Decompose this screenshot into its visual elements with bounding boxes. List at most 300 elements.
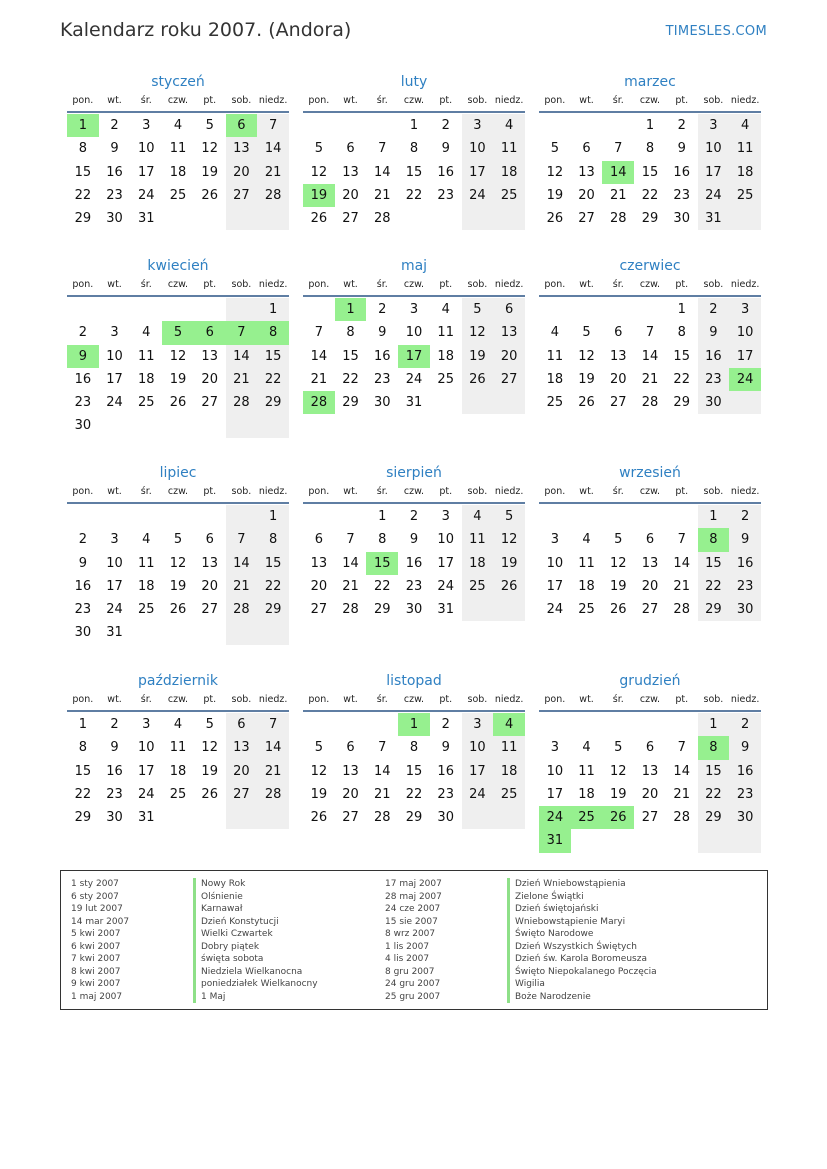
day-cell: 6 [614, 325, 623, 341]
day-cell: 16 [405, 555, 423, 571]
legend-date: 6 kwi 2007 [71, 941, 121, 952]
weekday-label: wt. [107, 95, 122, 106]
day-cell: 5 [582, 325, 591, 341]
day-cell: 12 [201, 740, 218, 756]
legend-row [71, 928, 401, 941]
legend-date: 14 mar 2007 [71, 916, 130, 927]
day-cell: 26 [462, 368, 494, 391]
day-cell: 7 [226, 528, 258, 551]
day-cell: 11 [578, 763, 595, 779]
weekday-label: śr. [376, 95, 388, 106]
legend-row [385, 941, 765, 954]
day-cell: 12 [310, 763, 328, 779]
day-cell: 23 [106, 187, 123, 203]
empty-cell [634, 298, 666, 321]
weekday-header [539, 93, 761, 113]
empty-cell [634, 505, 666, 528]
day-cell: 10 [546, 555, 564, 571]
weekday-label: pt. [203, 95, 217, 106]
weekday-label: pt. [675, 486, 689, 497]
legend-row [385, 903, 765, 916]
legend-date: 8 gru 2007 [385, 966, 435, 977]
weekday-label: czw. [403, 95, 425, 106]
empty-cell [194, 806, 226, 829]
empty-cell [493, 207, 525, 230]
day-cell: 10 [106, 348, 123, 364]
empty-cell [539, 298, 571, 321]
weekday-label: pt. [203, 486, 217, 497]
day-cell: 14 [226, 552, 258, 575]
day-cell: 4 [550, 325, 559, 341]
day-cell: 18 [437, 348, 454, 364]
empty-cell [539, 713, 571, 736]
day-cell: 31 [138, 810, 155, 826]
day-cell: 20 [226, 760, 258, 783]
weekday-label: śr. [376, 486, 388, 497]
empty-cell [226, 505, 258, 528]
legend-holiday-name: Wigilia [507, 978, 545, 991]
weekday-header [67, 484, 289, 504]
legend-date: 7 kwi 2007 [71, 954, 121, 964]
weekday-label: pon. [308, 279, 330, 290]
day-cell: 17 [138, 164, 155, 180]
day-cell: 17 [546, 578, 564, 594]
empty-cell [366, 114, 398, 137]
day-cell: 27 [226, 184, 258, 207]
empty-cell [257, 414, 289, 437]
days-grid [303, 505, 525, 621]
day-cell: 21 [673, 786, 690, 802]
empty-cell [602, 829, 634, 852]
legend-holiday-name: Dzień św. Karola Boromeusza [507, 953, 647, 966]
month-name: maj [400, 258, 428, 274]
day-cell: 3 [462, 114, 494, 137]
day-cell: 7 [346, 532, 355, 548]
day-cell: 12 [310, 164, 328, 180]
day-cell: 6 [645, 740, 655, 756]
day-cell: 16 [437, 763, 454, 779]
empty-cell [162, 621, 194, 644]
legend-holiday-name: Olśnienie [193, 891, 243, 904]
day-cell: 10 [462, 736, 494, 759]
weekday-header [303, 277, 525, 297]
day-cell: 26 [493, 575, 525, 598]
day-cell: 25 [493, 783, 525, 806]
day-cell: 13 [641, 555, 659, 571]
day-cell: 16 [698, 345, 730, 368]
day-cell: 1 [378, 509, 387, 524]
day-cell: 23 [106, 786, 123, 802]
day-cell: 11 [546, 348, 564, 364]
day-cell: 2 [110, 118, 119, 133]
weekday-label: wt. [579, 95, 594, 106]
day-cell: 20 [310, 578, 328, 594]
day-cell: 22 [257, 575, 289, 598]
month-2 [539, 71, 761, 230]
day-cell: 16 [106, 164, 123, 180]
day-cell: 1 [409, 118, 419, 133]
day-cell: 23 [437, 786, 454, 802]
legend-holiday-name: święta sobota [193, 953, 263, 966]
day-cell: 19 [201, 763, 218, 779]
day-cell: 7 [378, 740, 387, 756]
weekday-label: pt. [439, 279, 453, 290]
day-cell: 9 [409, 532, 419, 548]
weekday-label: niedz. [730, 95, 760, 106]
day-cell: 17 [729, 345, 761, 368]
weekday-label: pon. [72, 486, 94, 497]
day-cell: 15 [257, 552, 289, 575]
day-cell: 30 [74, 625, 92, 641]
day-cell: 21 [641, 371, 659, 387]
day-cell: 29 [374, 602, 391, 618]
day-cell: 20 [342, 786, 359, 802]
day-cell: 28 [641, 395, 659, 411]
day-cell: 13 [641, 763, 659, 779]
day-cell: 10 [106, 555, 123, 571]
day-cell: 28 [226, 391, 258, 414]
day-cell: 1 [78, 717, 87, 732]
empty-cell [539, 505, 571, 528]
day-cell: 22 [74, 187, 92, 203]
empty-cell [539, 114, 571, 137]
empty-cell [398, 207, 430, 230]
empty-cell [226, 207, 258, 230]
day-cell: 8 [677, 325, 686, 341]
day-cell: 18 [493, 760, 525, 783]
day-cell: 3 [729, 298, 761, 321]
weekday-label: czw. [167, 486, 189, 497]
legend-date: 24 gru 2007 [385, 979, 441, 989]
day-cell: 5 [314, 141, 323, 157]
day-cell: 10 [437, 532, 454, 548]
day-cell: 9 [441, 740, 450, 756]
day-cell: 26 [201, 187, 218, 203]
weekday-label: sob. [231, 486, 252, 497]
day-cell: 18 [169, 164, 187, 180]
day-cell: 25 [546, 395, 564, 411]
day-cell: 21 [610, 187, 627, 203]
site-logo[interactable]: TIMESLES.COM [665, 24, 767, 39]
weekday-label: wt. [107, 694, 122, 705]
day-cell: 13 [226, 137, 258, 160]
weekday-label: śr. [612, 694, 624, 705]
holiday-legend [60, 870, 768, 1010]
day-cell: 29 [405, 810, 423, 826]
day-cell: 21 [310, 371, 328, 387]
day-cell: 16 [729, 760, 761, 783]
empty-cell [462, 806, 494, 829]
day-cell: 15 [342, 348, 359, 364]
day-cell: 7 [614, 141, 623, 157]
day-cell: 11 [729, 137, 761, 160]
weekday-label: niedz. [730, 279, 760, 290]
day-cell: 3 [698, 114, 730, 137]
day-cell: 13 [226, 736, 258, 759]
day-cell: 25 [138, 395, 155, 411]
day-cell: 23 [74, 395, 92, 411]
month-10 [303, 670, 525, 829]
weekday-label: śr. [376, 694, 388, 705]
weekday-label: niedz. [258, 279, 288, 290]
weekday-header [539, 484, 761, 504]
day-cell: 30 [673, 211, 690, 227]
empty-cell [162, 505, 194, 528]
weekday-label: niedz. [494, 279, 524, 290]
day-cell: 29 [257, 598, 289, 621]
day-cell: 25 [729, 184, 761, 207]
weekday-label: śr. [140, 486, 152, 497]
day-cell: 2 [441, 717, 450, 732]
holiday-cell: 28 [303, 391, 335, 414]
days-grid [67, 713, 289, 829]
empty-cell [729, 829, 761, 852]
day-cell: 24 [437, 578, 454, 594]
empty-cell [335, 114, 367, 137]
day-cell: 26 [546, 211, 564, 227]
day-cell: 20 [201, 371, 218, 387]
day-cell: 22 [698, 575, 730, 598]
weekday-label: czw. [639, 279, 661, 290]
weekday-label: pt. [675, 694, 689, 705]
legend-row [71, 978, 401, 991]
day-cell: 30 [374, 395, 391, 411]
legend-holiday-name: Dzień Konstytucji [193, 916, 279, 929]
weekday-label: niedz. [258, 486, 288, 497]
day-cell: 2 [441, 118, 450, 133]
day-cell: 12 [610, 763, 627, 779]
weekday-header [539, 692, 761, 712]
day-cell: 16 [729, 552, 761, 575]
weekday-label: czw. [167, 279, 189, 290]
legend-date: 1 lis 2007 [385, 941, 430, 952]
weekday-label: śr. [140, 694, 152, 705]
day-cell: 1 [645, 118, 655, 133]
day-cell: 26 [201, 786, 218, 802]
holiday-cell: 24 [729, 368, 761, 391]
day-cell: 3 [142, 717, 151, 732]
day-cell: 22 [257, 368, 289, 391]
day-cell: 28 [673, 602, 690, 618]
day-cell: 17 [138, 763, 155, 779]
empty-cell [194, 414, 226, 437]
day-cell: 9 [110, 740, 119, 756]
weekday-label: wt. [343, 486, 358, 497]
day-cell: 1 [698, 713, 730, 736]
day-cell: 30 [106, 211, 123, 227]
holiday-cell: 1 [335, 298, 367, 321]
day-cell: 6 [493, 298, 525, 321]
holiday-cell: 8 [698, 736, 730, 759]
holiday-cell: 19 [303, 184, 335, 207]
day-cell: 23 [673, 187, 690, 203]
day-cell: 18 [729, 161, 761, 184]
day-cell: 16 [74, 578, 92, 594]
day-cell: 19 [310, 786, 328, 802]
day-cell: 11 [493, 137, 525, 160]
legend-row [71, 991, 401, 1004]
day-cell: 4 [582, 532, 591, 548]
day-cell: 19 [169, 371, 187, 387]
day-cell: 11 [578, 555, 595, 571]
empty-cell [430, 207, 462, 230]
holiday-cell: 9 [67, 345, 99, 368]
day-cell: 8 [257, 528, 289, 551]
weekday-header [67, 277, 289, 297]
holiday-cell: 1 [398, 713, 430, 736]
empty-cell [462, 207, 494, 230]
day-cell: 27 [493, 368, 525, 391]
day-cell: 30 [405, 602, 423, 618]
day-cell: 27 [201, 395, 218, 411]
weekday-label: pt. [203, 694, 217, 705]
day-cell: 31 [106, 625, 123, 641]
holiday-cell: 8 [698, 528, 730, 551]
day-cell: 4 [173, 717, 183, 732]
empty-cell [303, 505, 335, 528]
month-name: wrzesień [619, 465, 681, 481]
day-cell: 2 [729, 505, 761, 528]
day-cell: 4 [462, 505, 494, 528]
legend-date: 15 sie 2007 [385, 916, 438, 927]
weekday-label: czw. [167, 694, 189, 705]
legend-row [385, 966, 765, 979]
empty-cell [462, 391, 494, 414]
empty-cell [67, 298, 99, 321]
day-cell: 5 [173, 532, 183, 548]
weekday-label: czw. [403, 486, 425, 497]
day-cell: 8 [346, 325, 355, 341]
day-cell: 9 [78, 555, 87, 571]
day-cell: 15 [405, 763, 423, 779]
day-cell: 7 [314, 325, 323, 341]
legend-row [71, 891, 401, 904]
day-cell: 29 [698, 598, 730, 621]
weekday-label: pon. [308, 486, 330, 497]
weekday-label: wt. [579, 486, 594, 497]
weekday-label: pon. [544, 694, 566, 705]
day-cell: 30 [74, 418, 92, 434]
day-cell: 24 [138, 187, 155, 203]
day-cell: 3 [550, 532, 559, 548]
day-cell: 19 [578, 371, 595, 387]
legend-row [71, 966, 401, 979]
day-cell: 26 [169, 602, 187, 618]
day-cell: 9 [729, 528, 761, 551]
legend-row [71, 953, 401, 966]
day-cell: 25 [437, 371, 454, 387]
empty-cell [130, 505, 162, 528]
day-cell: 15 [673, 348, 690, 364]
day-cell: 17 [106, 578, 123, 594]
day-cell: 28 [257, 184, 289, 207]
day-cell: 12 [169, 555, 187, 571]
day-cell: 21 [226, 368, 258, 391]
empty-cell [430, 391, 462, 414]
day-cell: 19 [201, 164, 218, 180]
day-cell: 2 [78, 532, 87, 548]
day-cell: 27 [342, 810, 359, 826]
day-cell: 23 [374, 371, 391, 387]
day-cell: 11 [169, 141, 187, 157]
holiday-cell: 17 [398, 345, 430, 368]
holiday-cell: 6 [194, 321, 226, 344]
day-cell: 20 [493, 345, 525, 368]
day-cell: 3 [409, 302, 419, 317]
day-cell: 11 [138, 555, 155, 571]
day-cell: 9 [677, 141, 686, 157]
day-cell: 22 [405, 786, 423, 802]
weekday-label: wt. [343, 694, 358, 705]
day-cell: 14 [641, 348, 659, 364]
weekday-label: czw. [167, 95, 189, 106]
day-cell: 9 [378, 325, 387, 341]
legend-holiday-name: Boże Narodzenie [507, 991, 591, 1004]
legend-holiday-name: Niedziela Wielkanocna [193, 966, 302, 979]
weekday-label: niedz. [730, 486, 760, 497]
day-cell: 1 [698, 505, 730, 528]
weekday-label: pt. [675, 279, 689, 290]
day-cell: 23 [405, 578, 423, 594]
day-cell: 2 [677, 118, 686, 133]
day-cell: 10 [698, 137, 730, 160]
day-cell: 26 [169, 395, 187, 411]
day-cell: 9 [698, 321, 730, 344]
day-cell: 8 [78, 141, 87, 157]
weekday-header [67, 93, 289, 113]
day-cell: 23 [437, 187, 454, 203]
day-cell: 27 [641, 602, 659, 618]
day-cell: 12 [578, 348, 595, 364]
month-8 [539, 462, 761, 621]
weekday-label: niedz. [494, 95, 524, 106]
day-cell: 20 [641, 786, 659, 802]
holiday-cell: 8 [257, 321, 289, 344]
day-cell: 6 [314, 532, 323, 548]
day-cell: 13 [342, 164, 359, 180]
day-cell: 16 [673, 164, 690, 180]
day-cell: 5 [614, 740, 623, 756]
days-grid [303, 298, 525, 414]
day-cell: 5 [462, 298, 494, 321]
empty-cell [162, 298, 194, 321]
legend-date: 24 cze 2007 [385, 904, 441, 914]
day-cell: 5 [614, 532, 623, 548]
day-cell: 27 [226, 783, 258, 806]
day-cell: 30 [698, 391, 730, 414]
empty-cell [99, 298, 131, 321]
day-cell: 27 [641, 810, 659, 826]
day-cell: 3 [110, 325, 119, 341]
day-cell: 9 [441, 141, 450, 157]
day-cell: 17 [437, 555, 454, 571]
day-cell: 16 [374, 348, 391, 364]
weekday-label: pon. [72, 279, 94, 290]
day-cell: 18 [546, 371, 564, 387]
day-cell: 6 [205, 532, 214, 548]
day-cell: 18 [462, 552, 494, 575]
month-9 [67, 670, 289, 829]
day-cell: 3 [550, 740, 559, 756]
day-cell: 30 [729, 806, 761, 829]
day-cell: 22 [342, 371, 359, 387]
day-cell: 12 [546, 164, 564, 180]
day-cell: 26 [310, 211, 328, 227]
day-cell: 24 [106, 395, 123, 411]
legend-holiday-name: Karnawał [193, 903, 242, 916]
empty-cell [462, 598, 494, 621]
legend-row [71, 878, 401, 891]
